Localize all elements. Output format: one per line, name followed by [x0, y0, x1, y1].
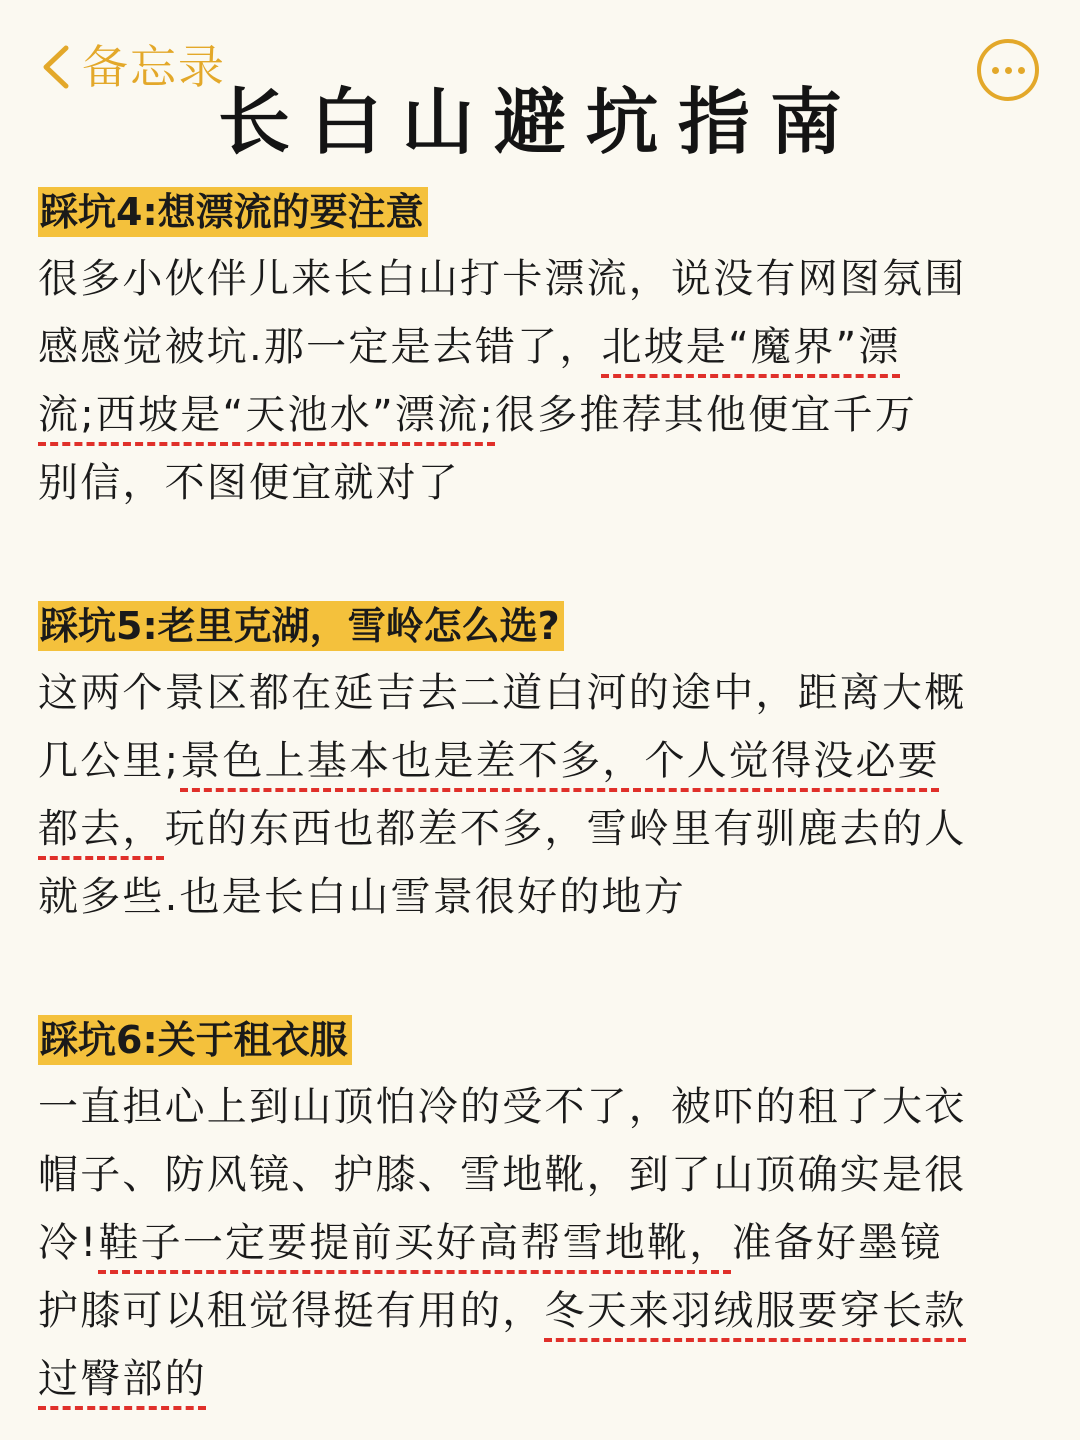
text-line: 护膝可以租觉得挺有用的，冬天来羽绒服要穿长款 — [38, 1288, 967, 1334]
highlight-underline: 冬天来羽绒服要穿长款 — [544, 1288, 967, 1334]
highlight-underline: 景色上基本也是差不多，个人觉得没必要 — [180, 738, 940, 784]
highlight-underline: 北坡是“魔界”漂 — [601, 324, 901, 370]
text-line: 一直担心上到山顶怕冷的受不了，被吓的租了大衣 — [38, 1084, 967, 1130]
highlight-underline: 流;西坡是“天池水”漂流; — [38, 392, 495, 438]
section-pitfall-5 — [38, 601, 1042, 931]
text-line: 这两个景区都在延吉去二道白河的途中，距离大概 — [38, 670, 967, 716]
dot-icon — [1018, 67, 1025, 74]
section-heading: 踩坑6:关于租衣服 — [38, 1015, 352, 1065]
text-line: 很多小伙伴儿来长白山打卡漂流，说没有网图氛围 — [38, 256, 967, 302]
highlight-underline: 鞋子一定要提前买好高帮雪地靴， — [98, 1220, 732, 1266]
page-title: 长白山避坑指南 — [217, 80, 862, 164]
section-heading: 踩坑4:想漂流的要注意 — [38, 187, 428, 237]
section-body — [38, 245, 1042, 517]
back-label: 备忘录 — [82, 40, 226, 94]
text-line: 都去，玩的东西也都差不多，雪岭里有驯鹿去的人 — [38, 806, 967, 852]
highlight-underline: 过臀部的 — [38, 1356, 207, 1402]
text-line: 帽子、防风镜、护膝、雪地靴，到了山顶确实是很 — [38, 1152, 967, 1198]
text-line: 就多些.也是长白山雪景很好的地方 — [38, 874, 686, 920]
text-line: 几公里;景色上基本也是差不多，个人觉得没必要 — [38, 738, 940, 784]
section-pitfall-6 — [38, 1015, 1042, 1413]
section-pitfall-4 — [38, 187, 1042, 517]
section-body — [38, 659, 1042, 931]
text-line — [38, 1345, 1042, 1413]
section-heading: 踩坑5:老里克湖，雪岭怎么选? — [38, 601, 564, 651]
highlight-underline: 都去， — [38, 806, 165, 852]
text-line: 冷!鞋子一定要提前买好高帮雪地靴，准备好墨镜 — [38, 1220, 943, 1266]
text-line: 别信，不图便宜就对了 — [38, 460, 460, 506]
dot-icon — [1005, 67, 1012, 74]
text-line: 感感觉被坑.那一定是去错了，北坡是“魔界”漂 — [38, 324, 901, 370]
dot-icon — [992, 67, 999, 74]
section-body — [38, 1073, 1042, 1413]
text-line: 流;西坡是“天池水”漂流;很多推荐其他便宜千万 — [38, 392, 917, 438]
